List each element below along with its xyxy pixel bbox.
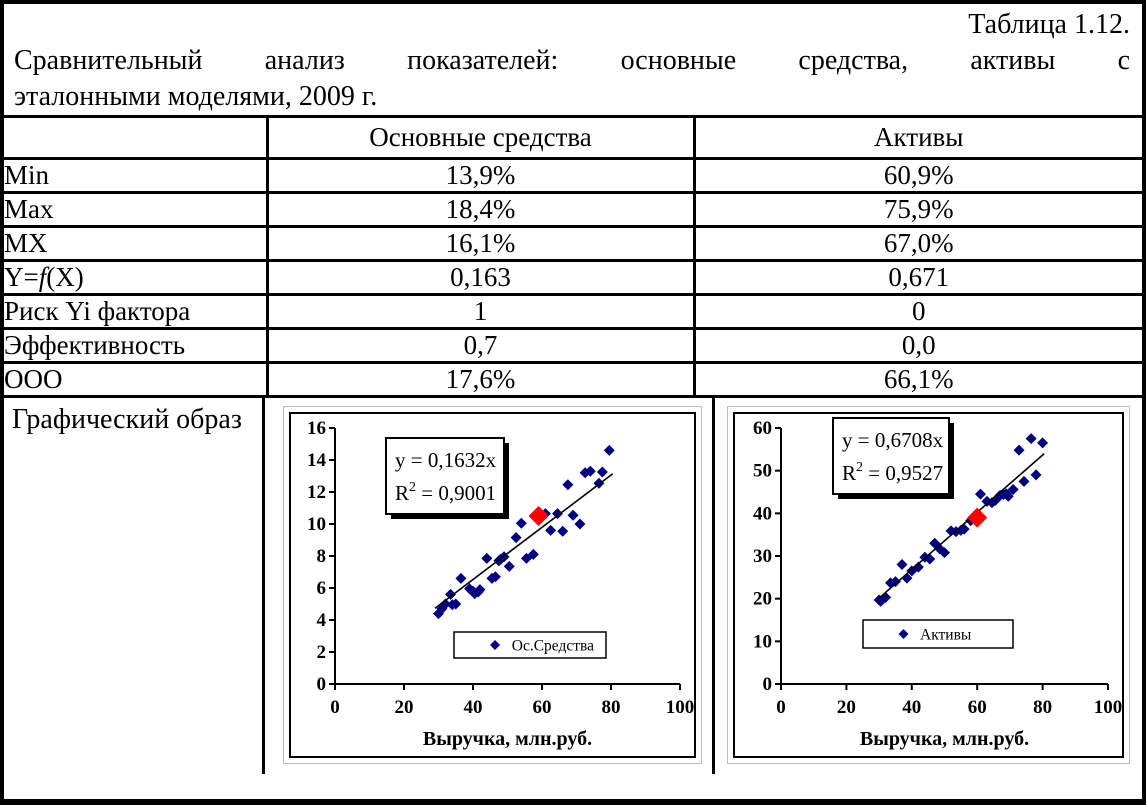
label-part-italic-f: f	[38, 262, 47, 292]
row-label: Max	[4, 193, 267, 227]
header-row	[4, 118, 1142, 159]
scatter-plot	[735, 416, 1122, 754]
data-point	[1031, 469, 1042, 480]
legend-label: Активы	[920, 626, 972, 644]
cell-value: 18,4%	[267, 193, 694, 227]
x-axis-title: Выручка, млн.руб.	[422, 728, 593, 750]
equation-text: y = 0,6708x	[842, 428, 944, 452]
data-point	[455, 573, 466, 584]
cell-value: 13,9%	[267, 159, 694, 193]
data-point	[1037, 437, 1048, 448]
x-tick-label: 20	[394, 697, 414, 718]
y-tick-label: 0	[762, 674, 772, 695]
fixed-assets-chart-cell	[265, 398, 715, 774]
chart-outer-frame	[283, 406, 702, 764]
label-part: (X)	[46, 262, 84, 292]
data-point	[481, 553, 492, 564]
data-point	[975, 489, 986, 500]
data-point	[545, 525, 556, 536]
y-tick-label: 40	[753, 503, 772, 525]
y-tick-label: 2	[316, 642, 326, 663]
row-label: MX	[4, 227, 267, 261]
cell-value: 17,6%	[267, 363, 694, 397]
assets-chart-cell	[715, 398, 1142, 774]
corner-cell	[4, 118, 267, 159]
row-label: ООО	[4, 363, 267, 397]
data-point	[568, 510, 579, 521]
table-row-min	[4, 159, 1142, 193]
table-title-line1: Сравнительный анализ показателей: основные средства, активы с	[14, 45, 1130, 76]
equation-box	[833, 418, 954, 499]
row-label: Эффективность	[4, 329, 267, 363]
equation-box	[386, 438, 509, 519]
row-label: Риск Yi фактора	[4, 295, 267, 329]
row-label: Min	[4, 159, 267, 193]
data-point	[516, 518, 527, 529]
x-tick-label: 20	[836, 697, 856, 718]
table-row-max	[4, 193, 1142, 227]
table-row-mx	[4, 227, 1142, 261]
graphic-row-label: Графический образ	[4, 398, 265, 774]
data-point	[1014, 445, 1025, 456]
table-caption: Таблица 1.12.	[968, 9, 1130, 40]
col-header-assets: Активы	[694, 118, 1142, 159]
data-point	[511, 532, 522, 543]
cell-value: 75,9%	[694, 193, 1142, 227]
x-tick-label: 0	[776, 697, 786, 718]
legend	[454, 632, 606, 658]
y-tick-label: 0	[316, 674, 326, 695]
x-tick-label: 80	[1033, 697, 1053, 718]
y-tick-label: 60	[753, 418, 772, 439]
x-tick-label: 60	[532, 697, 552, 718]
equation-text: y = 0,1632x	[395, 448, 497, 472]
cell-value: 67,0%	[694, 227, 1142, 261]
y-tick-label: 30	[753, 546, 772, 567]
data-point	[896, 559, 907, 570]
y-tick-label: 4	[316, 610, 326, 631]
table-title-line2: эталонными моделями, 2009 г.	[14, 81, 378, 112]
fixed-assets-chart	[289, 412, 696, 758]
data-point	[1018, 476, 1029, 487]
y-tick-label: 10	[307, 514, 326, 535]
y-tick-label: 6	[316, 578, 326, 599]
table-row-ooo	[4, 363, 1142, 397]
cell-value: 0,671	[694, 261, 1142, 295]
x-tick-label: 40	[902, 697, 922, 718]
y-tick-label: 10	[753, 631, 772, 653]
data-point	[504, 561, 515, 572]
chart-outer-frame	[727, 406, 1130, 764]
y-tick-label: 14	[307, 450, 326, 471]
x-tick-label: 80	[601, 697, 621, 718]
label-part: Y=	[4, 262, 39, 292]
data-point	[574, 519, 585, 530]
x-tick-label: 0	[330, 697, 340, 718]
x-tick-label: 100	[665, 697, 694, 718]
cell-value: 0,163	[267, 261, 694, 295]
cell-value: 66,1%	[694, 363, 1142, 397]
y-tick-label: 8	[316, 546, 326, 567]
title-block	[4, 4, 1142, 118]
cell-value: 60,9%	[694, 159, 1142, 193]
cell-value: 1	[267, 295, 694, 329]
cell-value: 0,7	[267, 329, 694, 363]
comparison-table	[4, 118, 1142, 398]
data-point	[557, 526, 568, 537]
data-point	[604, 445, 615, 456]
y-tick-label: 12	[307, 482, 326, 503]
x-tick-label: 100	[1093, 697, 1122, 718]
cell-value: 16,1%	[267, 227, 694, 261]
y-tick-label: 20	[753, 588, 772, 610]
cell-value: 0	[694, 295, 1142, 329]
y-tick-label: 50	[753, 460, 772, 482]
row-label	[4, 261, 267, 295]
data-point	[562, 479, 573, 490]
table-row-y-fx	[4, 261, 1142, 295]
y-tick-label: 16	[307, 418, 326, 439]
scatter-plot	[291, 416, 694, 754]
legend	[863, 620, 1013, 648]
col-header-fixed-assets: Основные средства	[267, 118, 694, 159]
table-row-effectiveness	[4, 329, 1142, 363]
data-point	[597, 467, 608, 478]
table-row-risk	[4, 295, 1142, 329]
x-axis-title: Выручка, млн.руб.	[859, 728, 1030, 750]
x-tick-label: 60	[967, 697, 987, 718]
cell-value: 0,0	[694, 329, 1142, 363]
legend-label: Ос.Средства	[511, 637, 595, 655]
r-squared-text: $R^2 = 0,9527$	[842, 460, 944, 485]
graphic-row	[4, 398, 1142, 774]
data-point	[1026, 433, 1037, 444]
x-tick-label: 40	[463, 697, 483, 718]
assets-chart	[733, 412, 1124, 758]
r-squared-text: $R^2 = 0,9001$	[395, 480, 497, 505]
